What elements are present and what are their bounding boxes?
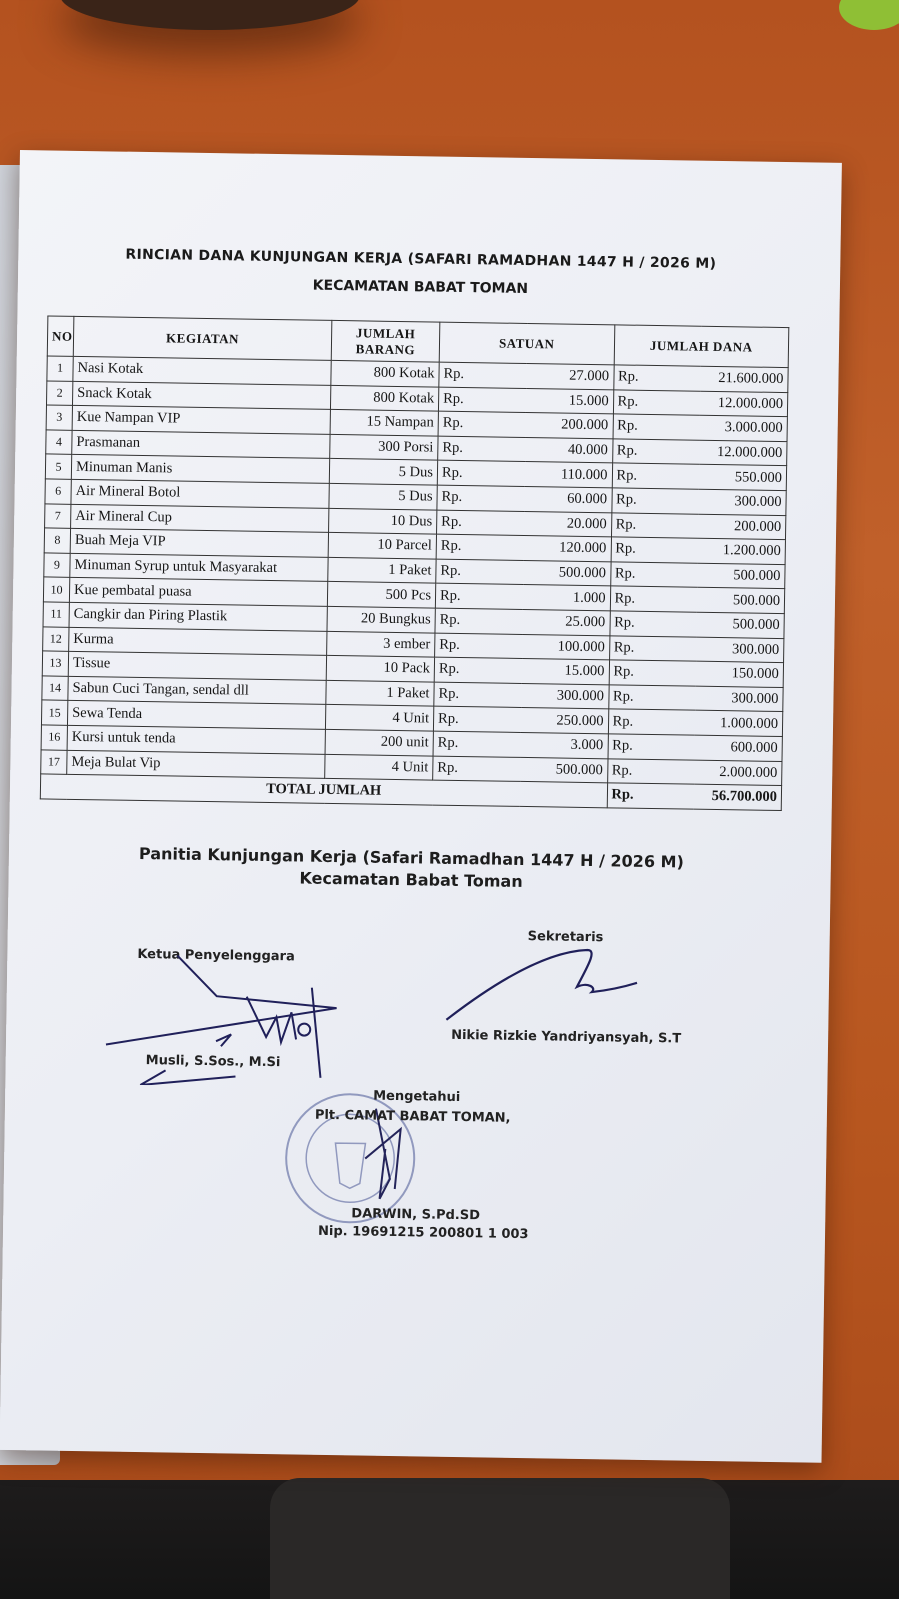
- row-jumlah-dana: 300.000: [696, 686, 784, 712]
- row-dana-currency: Rp.: [611, 488, 699, 514]
- row-jumlah-dana: 1.000.000: [695, 710, 783, 736]
- row-dana-currency: Rp.: [613, 365, 701, 391]
- committee-block: [38, 841, 784, 897]
- row-satuan-currency: Rp.: [436, 534, 524, 560]
- row-jumlah-dana: 500.000: [697, 563, 785, 589]
- green-object-background: [839, 0, 899, 30]
- row-satuan: 3.000: [520, 732, 608, 758]
- budget-table: [40, 315, 790, 810]
- row-satuan: 500.000: [520, 757, 608, 783]
- row-kegiatan: Prasmanan: [72, 430, 330, 459]
- row-jumlah-barang: 4 Unit: [325, 705, 433, 731]
- row-satuan-currency: Rp.: [437, 510, 525, 536]
- row-jumlah-barang: 5 Dus: [329, 483, 437, 509]
- row-satuan: 100.000: [522, 634, 610, 660]
- row-no: 5: [45, 454, 71, 479]
- row-no: 7: [45, 503, 71, 528]
- row-dana-currency: Rp.: [613, 414, 701, 440]
- row-no: 9: [44, 553, 70, 578]
- row-kegiatan: Kue pembatal puasa: [69, 578, 327, 607]
- row-no: 4: [46, 430, 72, 455]
- row-jumlah-barang: 10 Dus: [329, 508, 437, 534]
- row-satuan-currency: Rp.: [439, 362, 527, 388]
- row-no: 17: [41, 749, 67, 774]
- row-satuan: 1.000: [523, 585, 611, 611]
- row-jumlah-dana: 3.000.000: [700, 415, 788, 441]
- row-jumlah-barang: 200 unit: [325, 729, 433, 755]
- row-jumlah-dana: 21.600.000: [701, 366, 789, 392]
- row-jumlah-barang: 800 Kotak: [331, 360, 439, 386]
- row-dana-currency: Rp.: [609, 660, 697, 686]
- camat-nip: Nip. 19691215 200801 1 003: [317, 1223, 529, 1242]
- dark-object-background: [270, 1478, 730, 1599]
- table-body: [41, 356, 788, 786]
- document-sheet: [0, 150, 842, 1463]
- row-jumlah-dana: 2.000.000: [694, 760, 782, 786]
- row-kegiatan: Minuman Syrup untuk Masyarakat: [70, 553, 328, 582]
- row-kegiatan: Air Mineral Botol: [71, 479, 329, 508]
- acknowledge-label: Mengetahui: [373, 1088, 461, 1105]
- row-satuan: 20.000: [524, 511, 612, 537]
- row-kegiatan: Tissue: [68, 651, 326, 680]
- row-jumlah-barang: 4 Unit: [325, 754, 433, 780]
- document-title: RINCIAN DANA KUNJUNGAN KERJA (SAFARI RAMADHAN 1447 H / 2026 M): [125, 246, 717, 272]
- row-jumlah-barang: 20 Bungkus: [327, 606, 435, 632]
- document-content: [32, 245, 794, 1334]
- row-dana-currency: Rp.: [607, 758, 695, 784]
- row-jumlah-dana: 300.000: [699, 489, 787, 515]
- row-jumlah-dana: 12.000.000: [699, 440, 787, 466]
- row-jumlah-dana: 12.000.000: [700, 391, 788, 417]
- row-satuan-currency: Rp.: [435, 583, 523, 609]
- row-dana-currency: Rp.: [611, 537, 699, 563]
- header-jumlah-dana: JUMLAH DANA: [614, 325, 789, 368]
- row-satuan-currency: Rp.: [435, 608, 523, 634]
- row-no: 1: [47, 356, 73, 381]
- row-satuan: 120.000: [523, 536, 611, 562]
- row-jumlah-barang: 10 Parcel: [328, 533, 436, 559]
- camat-title: Plt. CAMAT BABAT TOMAN,: [314, 1107, 511, 1126]
- row-satuan-currency: Rp.: [434, 682, 522, 708]
- row-satuan: 40.000: [525, 437, 613, 463]
- row-jumlah-dana: 600.000: [695, 735, 783, 761]
- row-dana-currency: Rp.: [612, 463, 700, 489]
- row-no: 15: [41, 700, 67, 725]
- row-satuan-currency: Rp.: [435, 633, 523, 659]
- header-satuan: SATUAN: [439, 322, 614, 365]
- row-satuan-currency: Rp.: [437, 485, 525, 511]
- row-no: 13: [42, 651, 68, 676]
- header-jumlah-barang: JUMLAH BARANG: [331, 320, 440, 362]
- row-satuan-currency: Rp.: [433, 756, 521, 782]
- row-kegiatan: Kurma: [69, 627, 327, 656]
- camat-name: DARWIN, S.Pd.SD: [351, 1206, 481, 1224]
- row-satuan: 27.000: [526, 363, 614, 389]
- row-jumlah-barang: 1 Paket: [328, 557, 436, 583]
- row-no: 6: [45, 479, 71, 504]
- row-jumlah-barang: 3 ember: [327, 631, 435, 657]
- row-satuan: 15.000: [521, 659, 609, 685]
- row-jumlah-dana: 500.000: [697, 612, 785, 638]
- row-satuan-currency: Rp.: [438, 411, 526, 437]
- header-kegiatan: KEGIATAN: [73, 316, 332, 360]
- row-jumlah-dana: 200.000: [698, 514, 786, 540]
- row-no: 10: [43, 577, 69, 602]
- row-satuan: 60.000: [524, 486, 612, 512]
- row-dana-currency: Rp.: [610, 586, 698, 612]
- row-jumlah-dana: 1.200.000: [698, 538, 786, 564]
- row-satuan: 200.000: [525, 413, 613, 439]
- left-signer-role: Ketua Penyelenggara: [137, 946, 295, 965]
- row-kegiatan: Cangkir dan Piring Plastik: [69, 602, 327, 631]
- row-dana-currency: Rp.: [609, 611, 697, 637]
- row-dana-currency: Rp.: [608, 685, 696, 711]
- row-jumlah-barang: 1 Paket: [326, 680, 434, 706]
- row-jumlah-dana: 150.000: [696, 661, 784, 687]
- row-dana-currency: Rp.: [612, 439, 700, 465]
- row-kegiatan: Nasi Kotak: [73, 356, 331, 385]
- committee-line-1: Panitia Kunjungan Kerja (Safari Ramadhan 1447 H / 2026 M): [138, 843, 684, 872]
- row-dana-currency: Rp.: [609, 635, 697, 661]
- row-dana-currency: Rp.: [610, 562, 698, 588]
- row-jumlah-barang: 15 Nampan: [330, 410, 438, 436]
- row-satuan: 250.000: [521, 708, 609, 734]
- row-satuan: 25.000: [522, 609, 610, 635]
- row-jumlah-dana: 550.000: [699, 465, 787, 491]
- row-satuan-currency: Rp.: [433, 706, 521, 732]
- row-dana-currency: Rp.: [608, 734, 696, 760]
- row-jumlah-barang: 10 Pack: [326, 656, 434, 682]
- row-no: 11: [43, 602, 69, 627]
- row-no: 2: [46, 381, 72, 406]
- row-kegiatan: Air Mineral Cup: [71, 504, 329, 533]
- row-jumlah-barang: 500 Pcs: [327, 582, 435, 608]
- committee-line-2: Kecamatan Babat Toman: [299, 868, 523, 891]
- bowl-background: [60, 0, 360, 30]
- signature-area: [32, 903, 784, 1335]
- row-kegiatan: Sewa Tenda: [67, 701, 325, 730]
- row-kegiatan: Kursi untuk tenda: [67, 725, 325, 754]
- row-jumlah-dana: 300.000: [696, 637, 784, 663]
- row-no: 12: [43, 626, 69, 651]
- row-satuan: 15.000: [526, 388, 614, 414]
- row-satuan: 300.000: [521, 683, 609, 709]
- left-signer-name: Musli, S.Sos., M.Si: [145, 1052, 281, 1070]
- row-kegiatan: Snack Kotak: [72, 381, 330, 410]
- row-jumlah-dana: 500.000: [697, 588, 785, 614]
- row-jumlah-barang: 800 Kotak: [330, 385, 438, 411]
- row-dana-currency: Rp.: [611, 512, 699, 538]
- row-no: 3: [46, 405, 72, 430]
- right-signer-role: Sekretaris: [527, 928, 604, 945]
- row-kegiatan: Minuman Manis: [71, 455, 329, 484]
- total-label: TOTAL JUMLAH: [40, 774, 607, 807]
- row-satuan-currency: Rp.: [438, 436, 526, 462]
- row-kegiatan: Buah Meja VIP: [70, 528, 328, 557]
- row-no: 16: [41, 725, 67, 750]
- row-satuan-currency: Rp.: [437, 460, 525, 486]
- row-jumlah-barang: 300 Porsi: [330, 434, 438, 460]
- document-subtitle: KECAMATAN BABAT TOMAN: [312, 277, 529, 297]
- row-dana-currency: Rp.: [608, 709, 696, 735]
- right-signer-name: Nikie Rizkie Yandriyansyah, S.T: [451, 1027, 682, 1047]
- row-satuan-currency: Rp.: [433, 731, 521, 757]
- header-no: NO: [47, 316, 74, 356]
- row-no: 14: [42, 676, 68, 701]
- row-dana-currency: Rp.: [613, 389, 701, 415]
- row-satuan: 110.000: [525, 462, 613, 488]
- row-no: 8: [44, 528, 70, 553]
- total-value: 56.700.000: [694, 784, 782, 810]
- row-satuan-currency: Rp.: [438, 387, 526, 413]
- row-satuan: 500.000: [523, 560, 611, 586]
- row-satuan-currency: Rp.: [436, 559, 524, 585]
- row-kegiatan: Sabun Cuci Tangan, sendal dll: [68, 676, 326, 705]
- right-signature-graphic: [436, 939, 647, 1032]
- row-satuan-currency: Rp.: [434, 657, 522, 683]
- row-kegiatan: Kue Nampan VIP: [72, 406, 330, 435]
- row-kegiatan: Meja Bulat Vip: [67, 750, 325, 779]
- row-jumlah-barang: 5 Dus: [329, 459, 437, 485]
- total-currency: Rp.: [607, 783, 695, 809]
